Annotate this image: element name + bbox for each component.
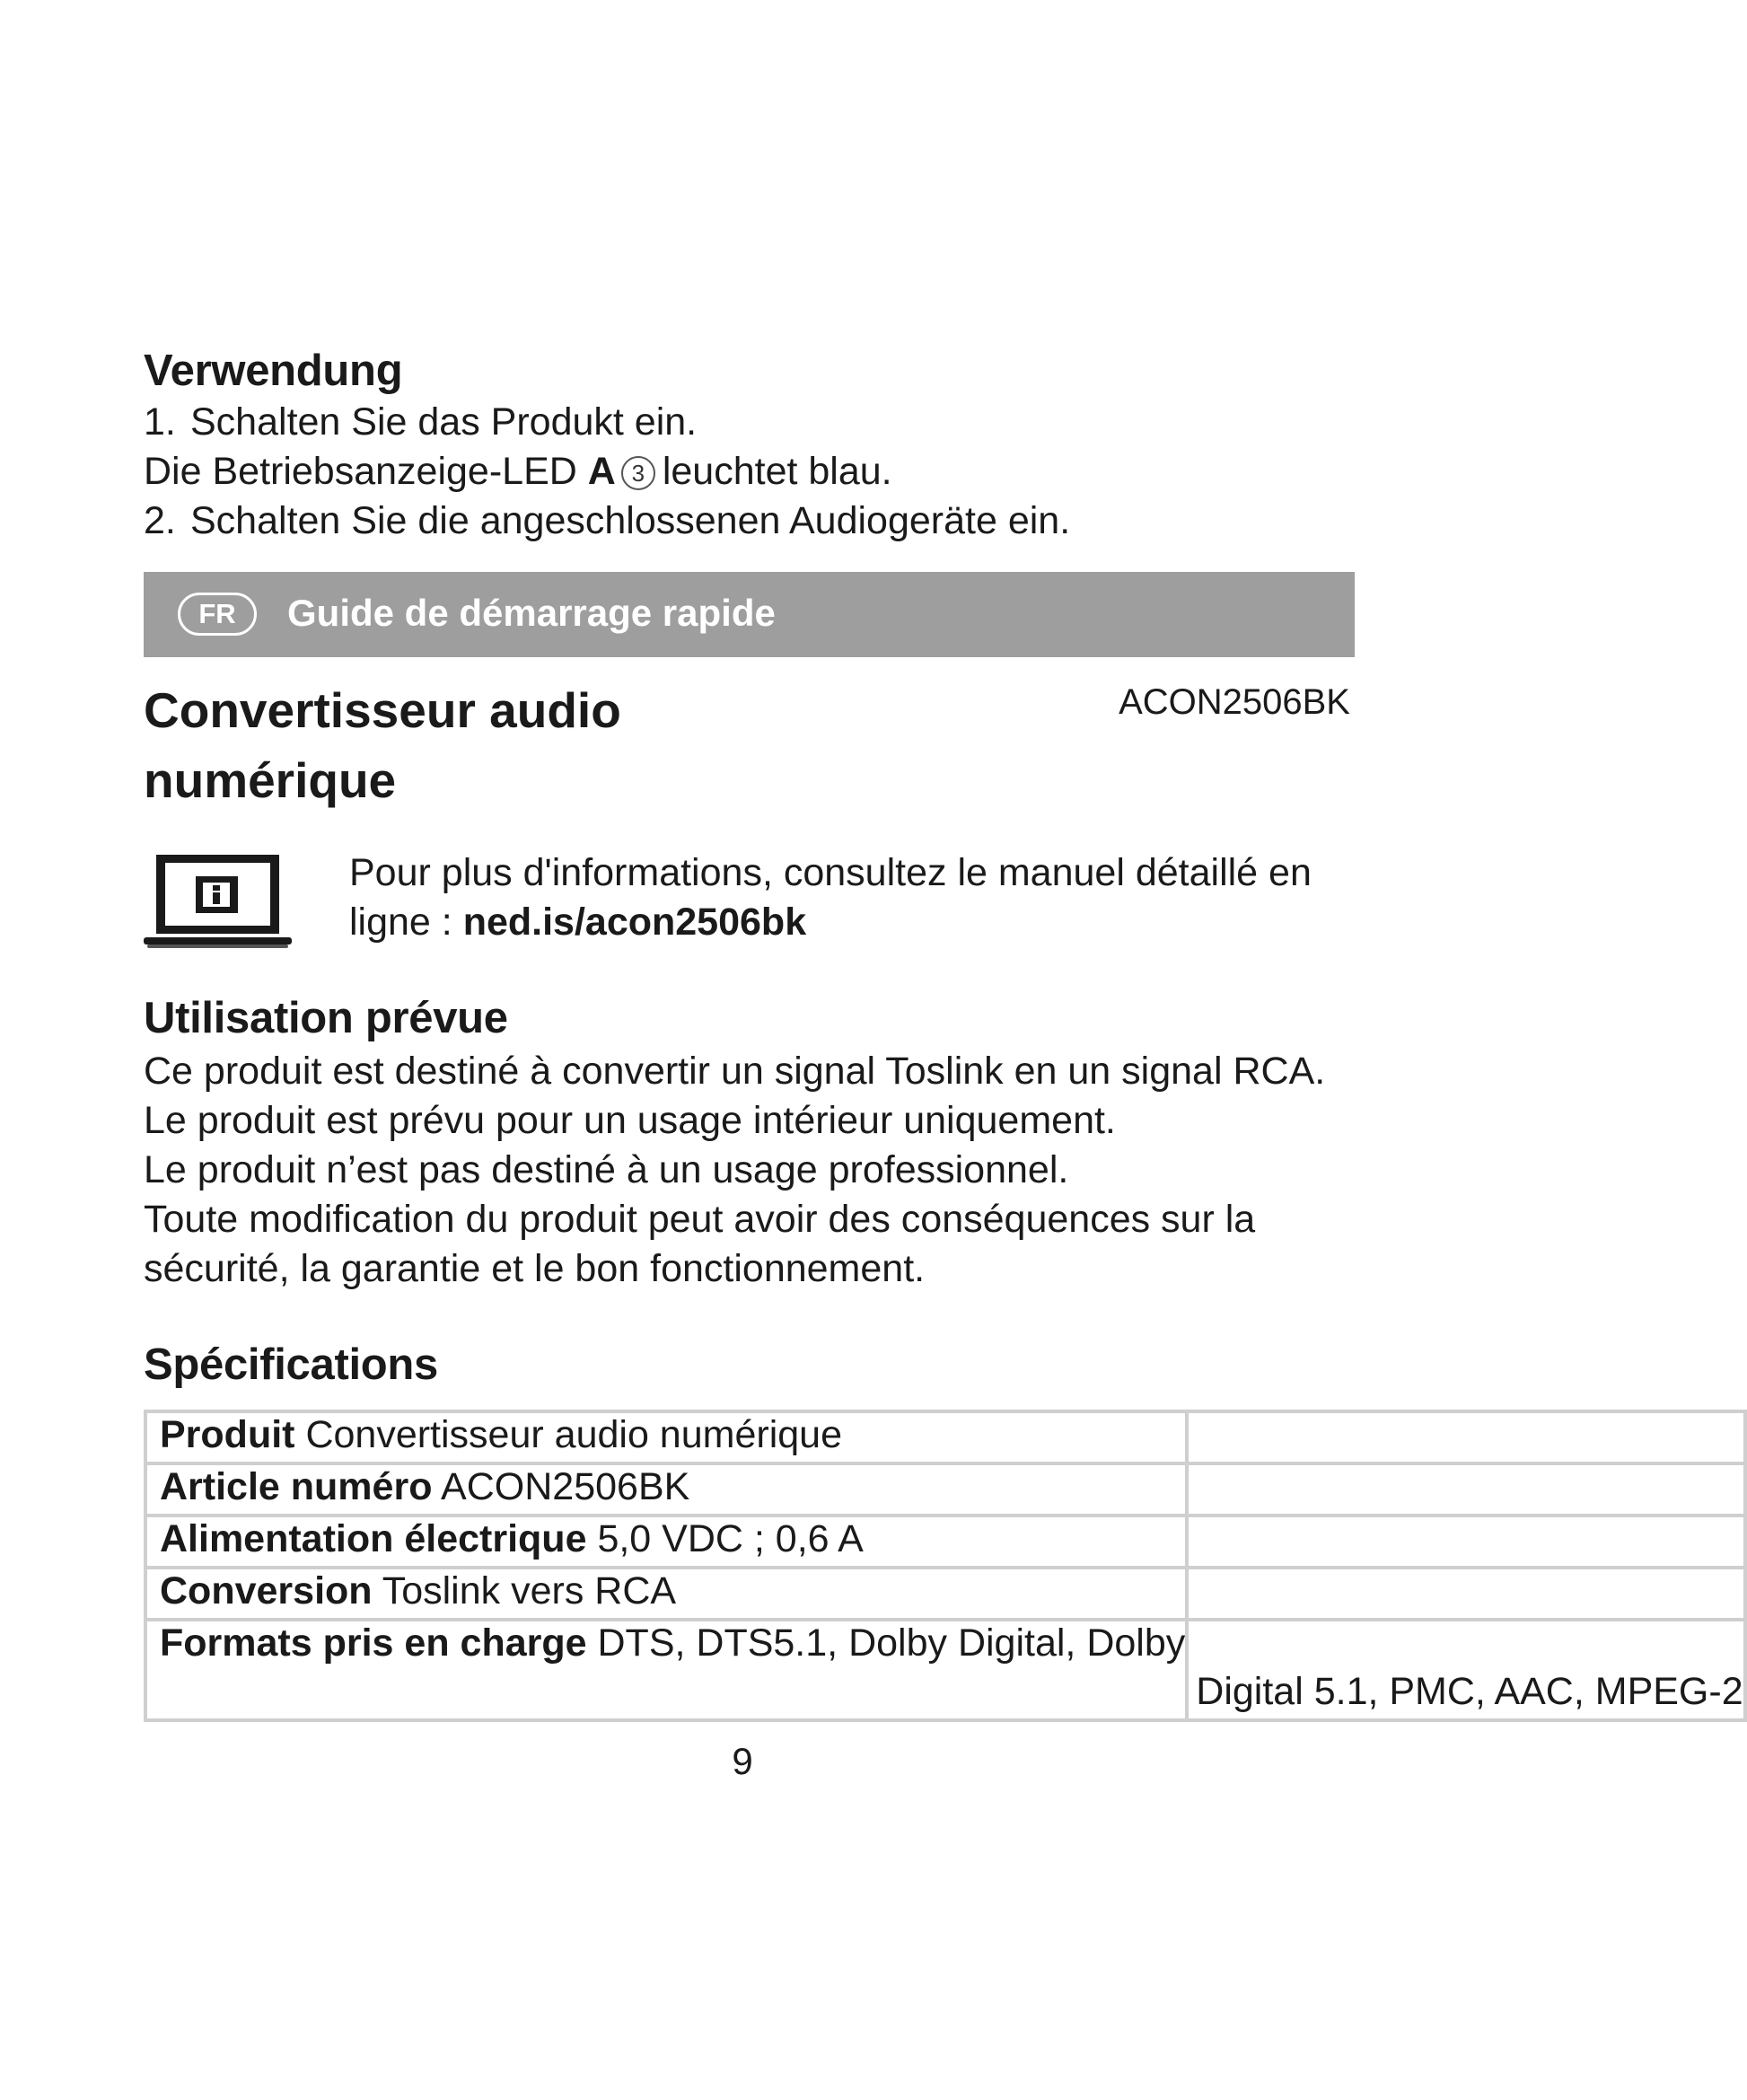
- spec-value: DTS, DTS5.1, Dolby Digital, Dolby: [597, 1621, 1186, 1665]
- table-row: [145, 1620, 1745, 1720]
- manual-link[interactable]: ned.is/acon2506bk: [462, 901, 807, 944]
- specifications-heading: Spécifications: [144, 1340, 439, 1389]
- spec-label: Conversion: [160, 1569, 373, 1612]
- step-1-text: Schalten Sie das Produkt ein.: [190, 400, 698, 444]
- step-2-number: 2.: [144, 499, 176, 542]
- product-title-line-1: Convertisseur audio: [144, 682, 621, 738]
- quick-start-title: Guide de démarrage rapide: [287, 592, 776, 634]
- spec-cell-empty: [1187, 1568, 1744, 1620]
- product-title-line-2: numérique: [144, 752, 397, 808]
- online-manual-note: [349, 848, 1355, 947]
- spec-cell: [145, 1620, 1187, 1720]
- spec-label: Article numéro: [160, 1465, 433, 1508]
- spec-value: Convertisseur audio numérique: [305, 1413, 842, 1456]
- spec-cell-empty: [1187, 1516, 1744, 1568]
- spec-cell-empty: [1187, 1411, 1744, 1463]
- spec-cell-empty: [1187, 1463, 1744, 1516]
- circled-number-3: 3: [621, 456, 655, 490]
- intended-use-line: Le produit est prévu pour un usage intérieur uniquement.: [144, 1099, 1116, 1142]
- spec-value: 5,0 VDC ; 0,6 A: [597, 1517, 864, 1560]
- spec-value: Toslink vers RCA: [382, 1569, 677, 1612]
- led-text-post: leuchtet blau.: [662, 450, 892, 493]
- step-2: [144, 499, 1070, 543]
- spec-label: Alimentation électrique: [160, 1517, 587, 1560]
- step-1: [144, 400, 697, 444]
- step-2-text: Schalten Sie die angeschlossenen Audiogeräte ein.: [190, 499, 1071, 542]
- spec-label: Formats pris en charge: [160, 1621, 587, 1665]
- language-section-bar: [144, 572, 1355, 657]
- led-text-pre: Die Betriebsanzeige-LED: [144, 450, 577, 493]
- model-number: ACON2506BK: [1119, 682, 1350, 722]
- intended-use-line: Ce produit est destiné à convertir un signal Toslink en un signal RCA.: [144, 1050, 1326, 1093]
- intended-use-text: [144, 1047, 1365, 1294]
- led-letter: A: [587, 450, 616, 493]
- laptop-info-icon: [144, 851, 292, 954]
- spec-cell: [145, 1463, 1187, 1516]
- spec-value-continued: Digital 5.1, PMC, AAC, MPEG-2: [1196, 1670, 1743, 1713]
- table-row: [145, 1463, 1745, 1516]
- spec-label: Produit: [160, 1413, 295, 1456]
- table-row: [145, 1516, 1745, 1568]
- spec-cell-continued: [1187, 1620, 1744, 1720]
- intended-use-line: Toute modification du produit peut avoir des conséquences sur la: [144, 1198, 1256, 1241]
- page-number: 9: [732, 1740, 753, 1782]
- step-1-number: 1.: [144, 400, 176, 444]
- intended-use-line: sécurité, la garantie et le bon fonctionnement.: [144, 1247, 926, 1290]
- spec-cell: [145, 1516, 1187, 1568]
- spec-value: ACON2506BK: [441, 1465, 690, 1508]
- table-row: [145, 1568, 1745, 1620]
- product-title: [144, 675, 772, 815]
- intended-use-heading: Utilisation prévue: [144, 994, 508, 1042]
- spec-cell: [145, 1411, 1187, 1463]
- online-manual-text: Pour plus d'informations, consultez le manuel détaillé en ligne :: [349, 851, 1312, 944]
- spec-cell: [145, 1568, 1187, 1620]
- led-status-line: [144, 450, 892, 494]
- table-row: [145, 1411, 1745, 1463]
- language-badge: FR: [178, 593, 257, 636]
- intended-use-line: Le produit n’est pas destiné à un usage professionnel.: [144, 1148, 1069, 1191]
- verwendung-heading: Verwendung: [144, 347, 403, 395]
- specifications-table: [144, 1410, 1747, 1722]
